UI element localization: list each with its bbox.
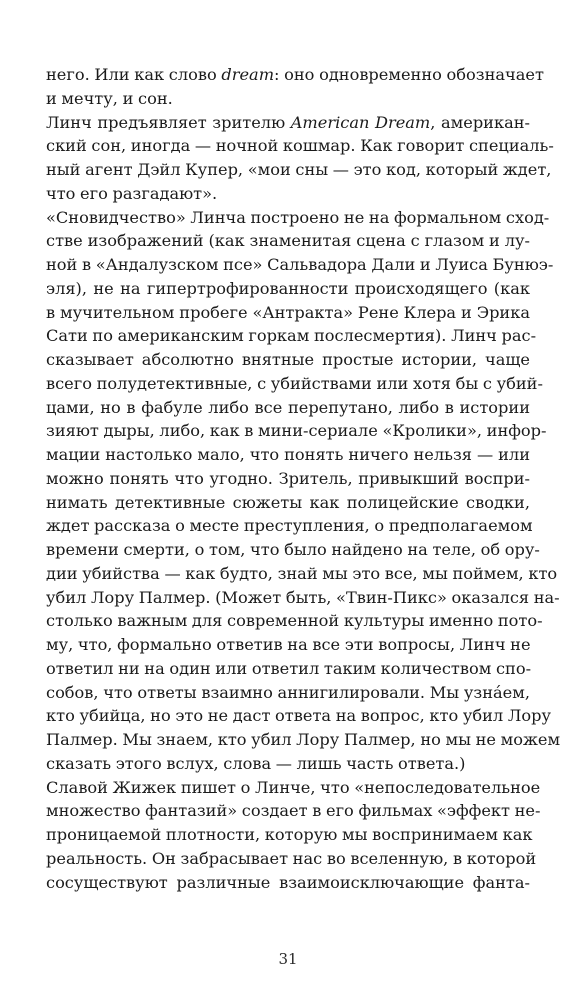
text-line: [46, 776, 541, 800]
text-line: [46, 704, 551, 728]
text-line: [46, 206, 550, 230]
text-line: [46, 514, 533, 538]
text-line: [46, 823, 533, 847]
italic-term: American Dream: [290, 112, 431, 132]
text-line: [46, 799, 541, 823]
text-span: зияют дыры, либо, как в мини-сериале «Кролики», инфор-: [46, 421, 547, 441]
text-span: ский сон, иногда — ночной кошмар. Как говорит специаль-: [46, 136, 554, 156]
text-span: дии убийства — как будто, знай мы это все, мы поймем, кто: [46, 563, 558, 583]
text-line: [46, 348, 530, 372]
text-span: проницаемой плотности, которую мы воспринимаем как: [46, 825, 533, 844]
text-span: эля), не на гипертрофированности происходящего (как: [46, 278, 530, 298]
text-line: [46, 63, 544, 87]
text-line: [46, 752, 530, 776]
text-line: [46, 396, 530, 420]
text-span: Линч предъявляет зрителю: [46, 112, 291, 132]
text-span: : оно одновременно обозначает: [274, 65, 544, 84]
text-span: Сати по американским горкам послесмертия). Линч рас-: [46, 326, 537, 346]
text-line: [46, 681, 530, 705]
text-span: ной в «Андалузском псе» Сальвадора Дали и Луиса Бунюэ-: [46, 255, 554, 274]
text-span: сказать этого вслух, слова — лишь часть ответа.): [46, 753, 466, 773]
text-span: ный агент Дэйл Купер, «мои сны — это код, который ждет,: [46, 160, 552, 179]
text-span: времени смерти, о том, что было найдено на теле, об ору-: [46, 540, 540, 559]
text-line: [46, 182, 530, 206]
text-line: [46, 158, 552, 182]
text-span: реальность. Он забрасывает нас во вселенную, в которой: [46, 848, 537, 868]
text-line: [46, 324, 537, 348]
text-span: «Сновидчество» Линча построено не на формальном сход-: [46, 207, 550, 227]
text-line: [46, 871, 530, 895]
text-line: [46, 586, 560, 610]
text-span: Палмер. Мы знаем, кто убил Лору Палмер, но мы не можем: [46, 730, 561, 749]
body-text: [46, 63, 561, 894]
text-line: [46, 419, 547, 443]
text-line: [46, 134, 554, 158]
text-line: [46, 728, 561, 752]
text-span: кто убийца, но это не даст ответа на вопрос, кто убил Лору: [46, 706, 551, 726]
text-span: убил Лору Палмер. (Может быть, «Твин-Пикс» оказался на-: [46, 587, 560, 607]
text-line: [46, 87, 530, 111]
text-span: стве изображений (как знаменитая сцена с глазом и лу-: [46, 231, 530, 251]
text-line: [46, 633, 530, 657]
text-span: и мечту, и сон.: [46, 88, 173, 108]
text-line: [46, 609, 543, 633]
text-line: [46, 538, 540, 562]
text-span: сосуществуют различные взаимоисключающие фанта-: [46, 872, 530, 892]
text-span: можно понять что угодно. Зритель, привыкший воспри-: [46, 468, 530, 488]
italic-term: dream: [221, 65, 275, 84]
text-span: него. Или как слово: [46, 65, 222, 84]
text-line: [46, 277, 530, 301]
text-span: мации настолько мало, что понять ничего нельзя — или: [46, 445, 530, 464]
text-span: нимать детективные сюжеты как полицейские сводки,: [46, 492, 530, 512]
text-line: [46, 657, 530, 681]
text-span: собов, что ответы взаимно аннигилировали. Мы узна́ем,: [46, 682, 530, 702]
text-span: множество фантазий» создает в его фильмах «эффект не-: [46, 801, 541, 821]
text-span: сказывает абсолютно внятные простые истории, чаще: [46, 350, 530, 369]
text-line: [46, 111, 530, 135]
text-span: в мучительном пробеге «Антракта» Рене Клера и Эрика: [46, 302, 530, 322]
text-line: [46, 253, 554, 277]
text-span: , американ-: [430, 112, 530, 132]
text-span: цами, но в фабуле либо все перепутано, либо в истории: [46, 397, 530, 417]
text-line: [46, 372, 543, 396]
text-span: что его разгадают».: [46, 183, 218, 203]
text-line: [46, 229, 530, 253]
text-line: [46, 443, 530, 467]
text-line: [46, 562, 558, 586]
text-span: ждет рассказа о месте преступления, о предполагаемом: [46, 516, 533, 536]
text-span: ответил ни на один или ответил таким количеством спо-: [46, 658, 532, 678]
text-span: Славой Жижек пишет о Линче, что «непоследовательное: [46, 777, 541, 797]
text-line: [46, 491, 530, 515]
text-line: [46, 301, 530, 325]
text-span: му, что, формально ответив на все эти вопросы, Линч не: [46, 635, 531, 654]
text-span: столько важным для современной культуры именно пото-: [46, 611, 543, 631]
page-number: 31: [278, 950, 298, 968]
text-line: [46, 847, 537, 871]
text-line: [46, 467, 530, 491]
text-span: всего полудетективные, с убийствами или хотя бы с убий-: [46, 373, 543, 393]
